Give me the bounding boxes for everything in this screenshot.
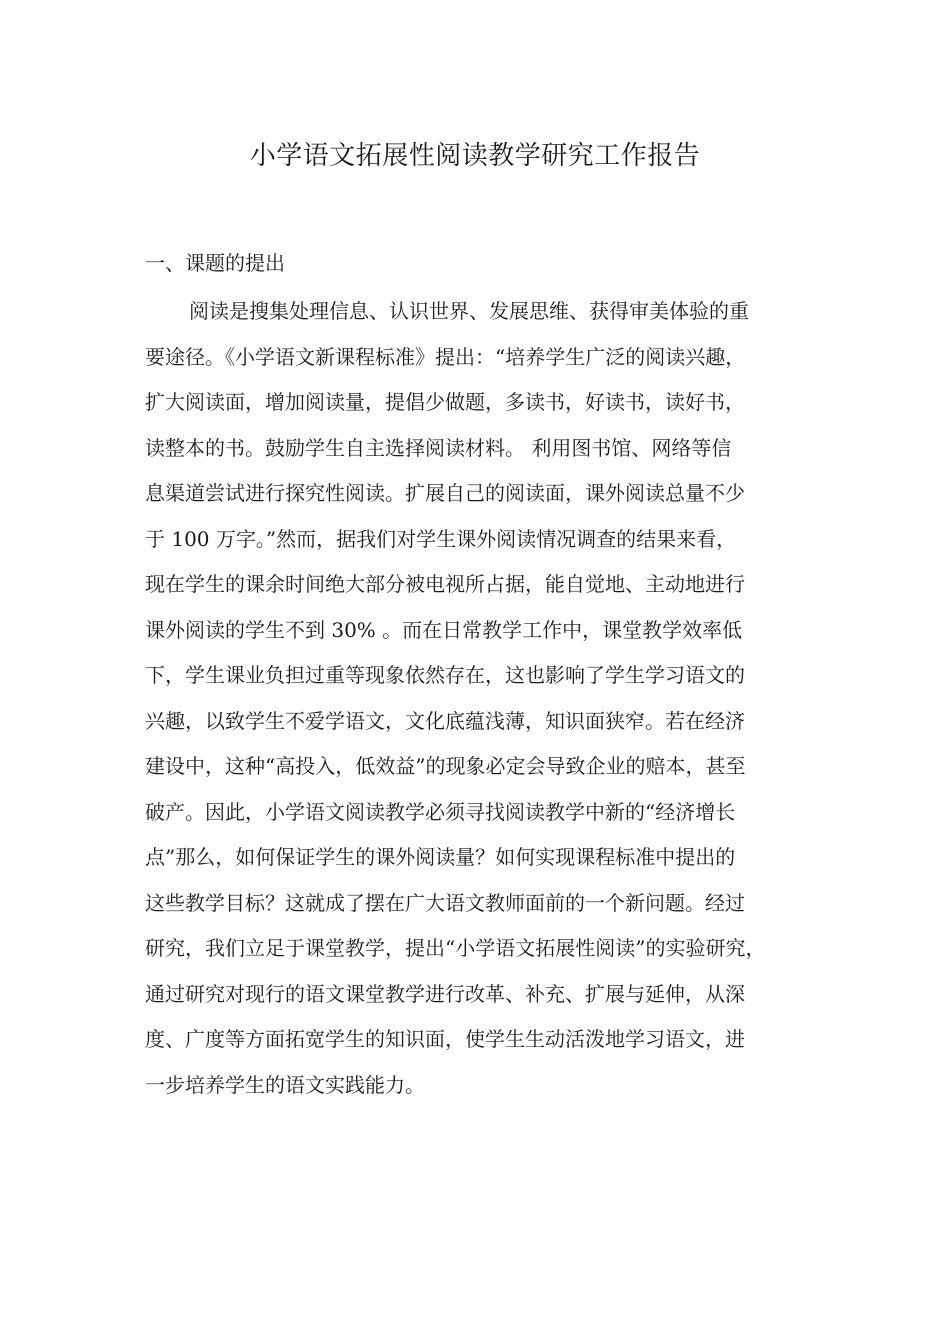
paragraph-line: 现在学生的课余时间绝大部分被电视所占据，能自觉地、主动地进行 xyxy=(145,572,745,596)
paragraph-line: 点”那么，如何保证学生的课外阅读量？如何实现课程标准中提出的 xyxy=(145,845,736,869)
paragraph-line: 建设中，这种“高投入，低效益”的现象必定会导致企业的赔本，甚至 xyxy=(145,754,746,778)
paragraph-line: 读整本的书。鼓励学生自主选择阅读材料。 利用图书馆、网络等信 xyxy=(145,435,732,460)
paragraph-line: 扩大阅读面，增加阅读量，提倡少做题，多读书，好读书，读好书， xyxy=(145,390,745,414)
paragraph-line: 于 100 万字。”然而，据我们对学生课外阅读情况调查的结果来看， xyxy=(145,526,737,551)
paragraph-line: 要途径。《小学语文新课程标准》提出：“培养学生广泛的阅读兴趣， xyxy=(145,344,746,369)
paragraph-line: 兴趣，以致学生不爱学语文，文化底蕴浅薄，知识面狭窄。若在经济 xyxy=(145,708,745,733)
paragraph-line: 阅读是搜集处理信息、认识世界、发展思维、获得审美体验的重 xyxy=(189,299,749,323)
section-heading: 一、课题的提出 xyxy=(145,251,285,275)
paragraph-line: 这些教学目标？这就成了摆在广大语文教师面前的一个新问题。经过 xyxy=(145,890,745,915)
paragraph-line: 通过研究对现行的语文课堂教学进行改革、补充、扩展与延伸，从深 xyxy=(145,981,745,1006)
document-title: 小学语文拓展性阅读教学研究工作报告 xyxy=(249,141,701,171)
paragraph-line: 课外阅读的学生不到 30% 。而在日常教学工作中，课堂教学效率低 xyxy=(145,617,743,642)
paragraph-line: 破产。因此，小学语文阅读教学必须寻找阅读教学中新的“经济增长 xyxy=(145,799,736,824)
paragraph-line: 下，学生课业负担过重等现象依然存在，这也影响了学生学习语文的 xyxy=(145,663,745,687)
paragraph-line: 研究，我们立足于课堂教学，提出“小学语文拓展性阅读”的实验研究， xyxy=(145,936,766,960)
paragraph-line: 息渠道尝试进行探究性阅读。扩展自己的阅读面，课外阅读总量不少 xyxy=(145,481,745,505)
body-paragraph xyxy=(145,296,845,1115)
paragraph-line: 一步培养学生的语文实践能力。 xyxy=(145,1072,425,1097)
paragraph-line: 度、广度等方面拓宽学生的知识面，使学生生动活泼地学习语文，进 xyxy=(145,1027,745,1051)
